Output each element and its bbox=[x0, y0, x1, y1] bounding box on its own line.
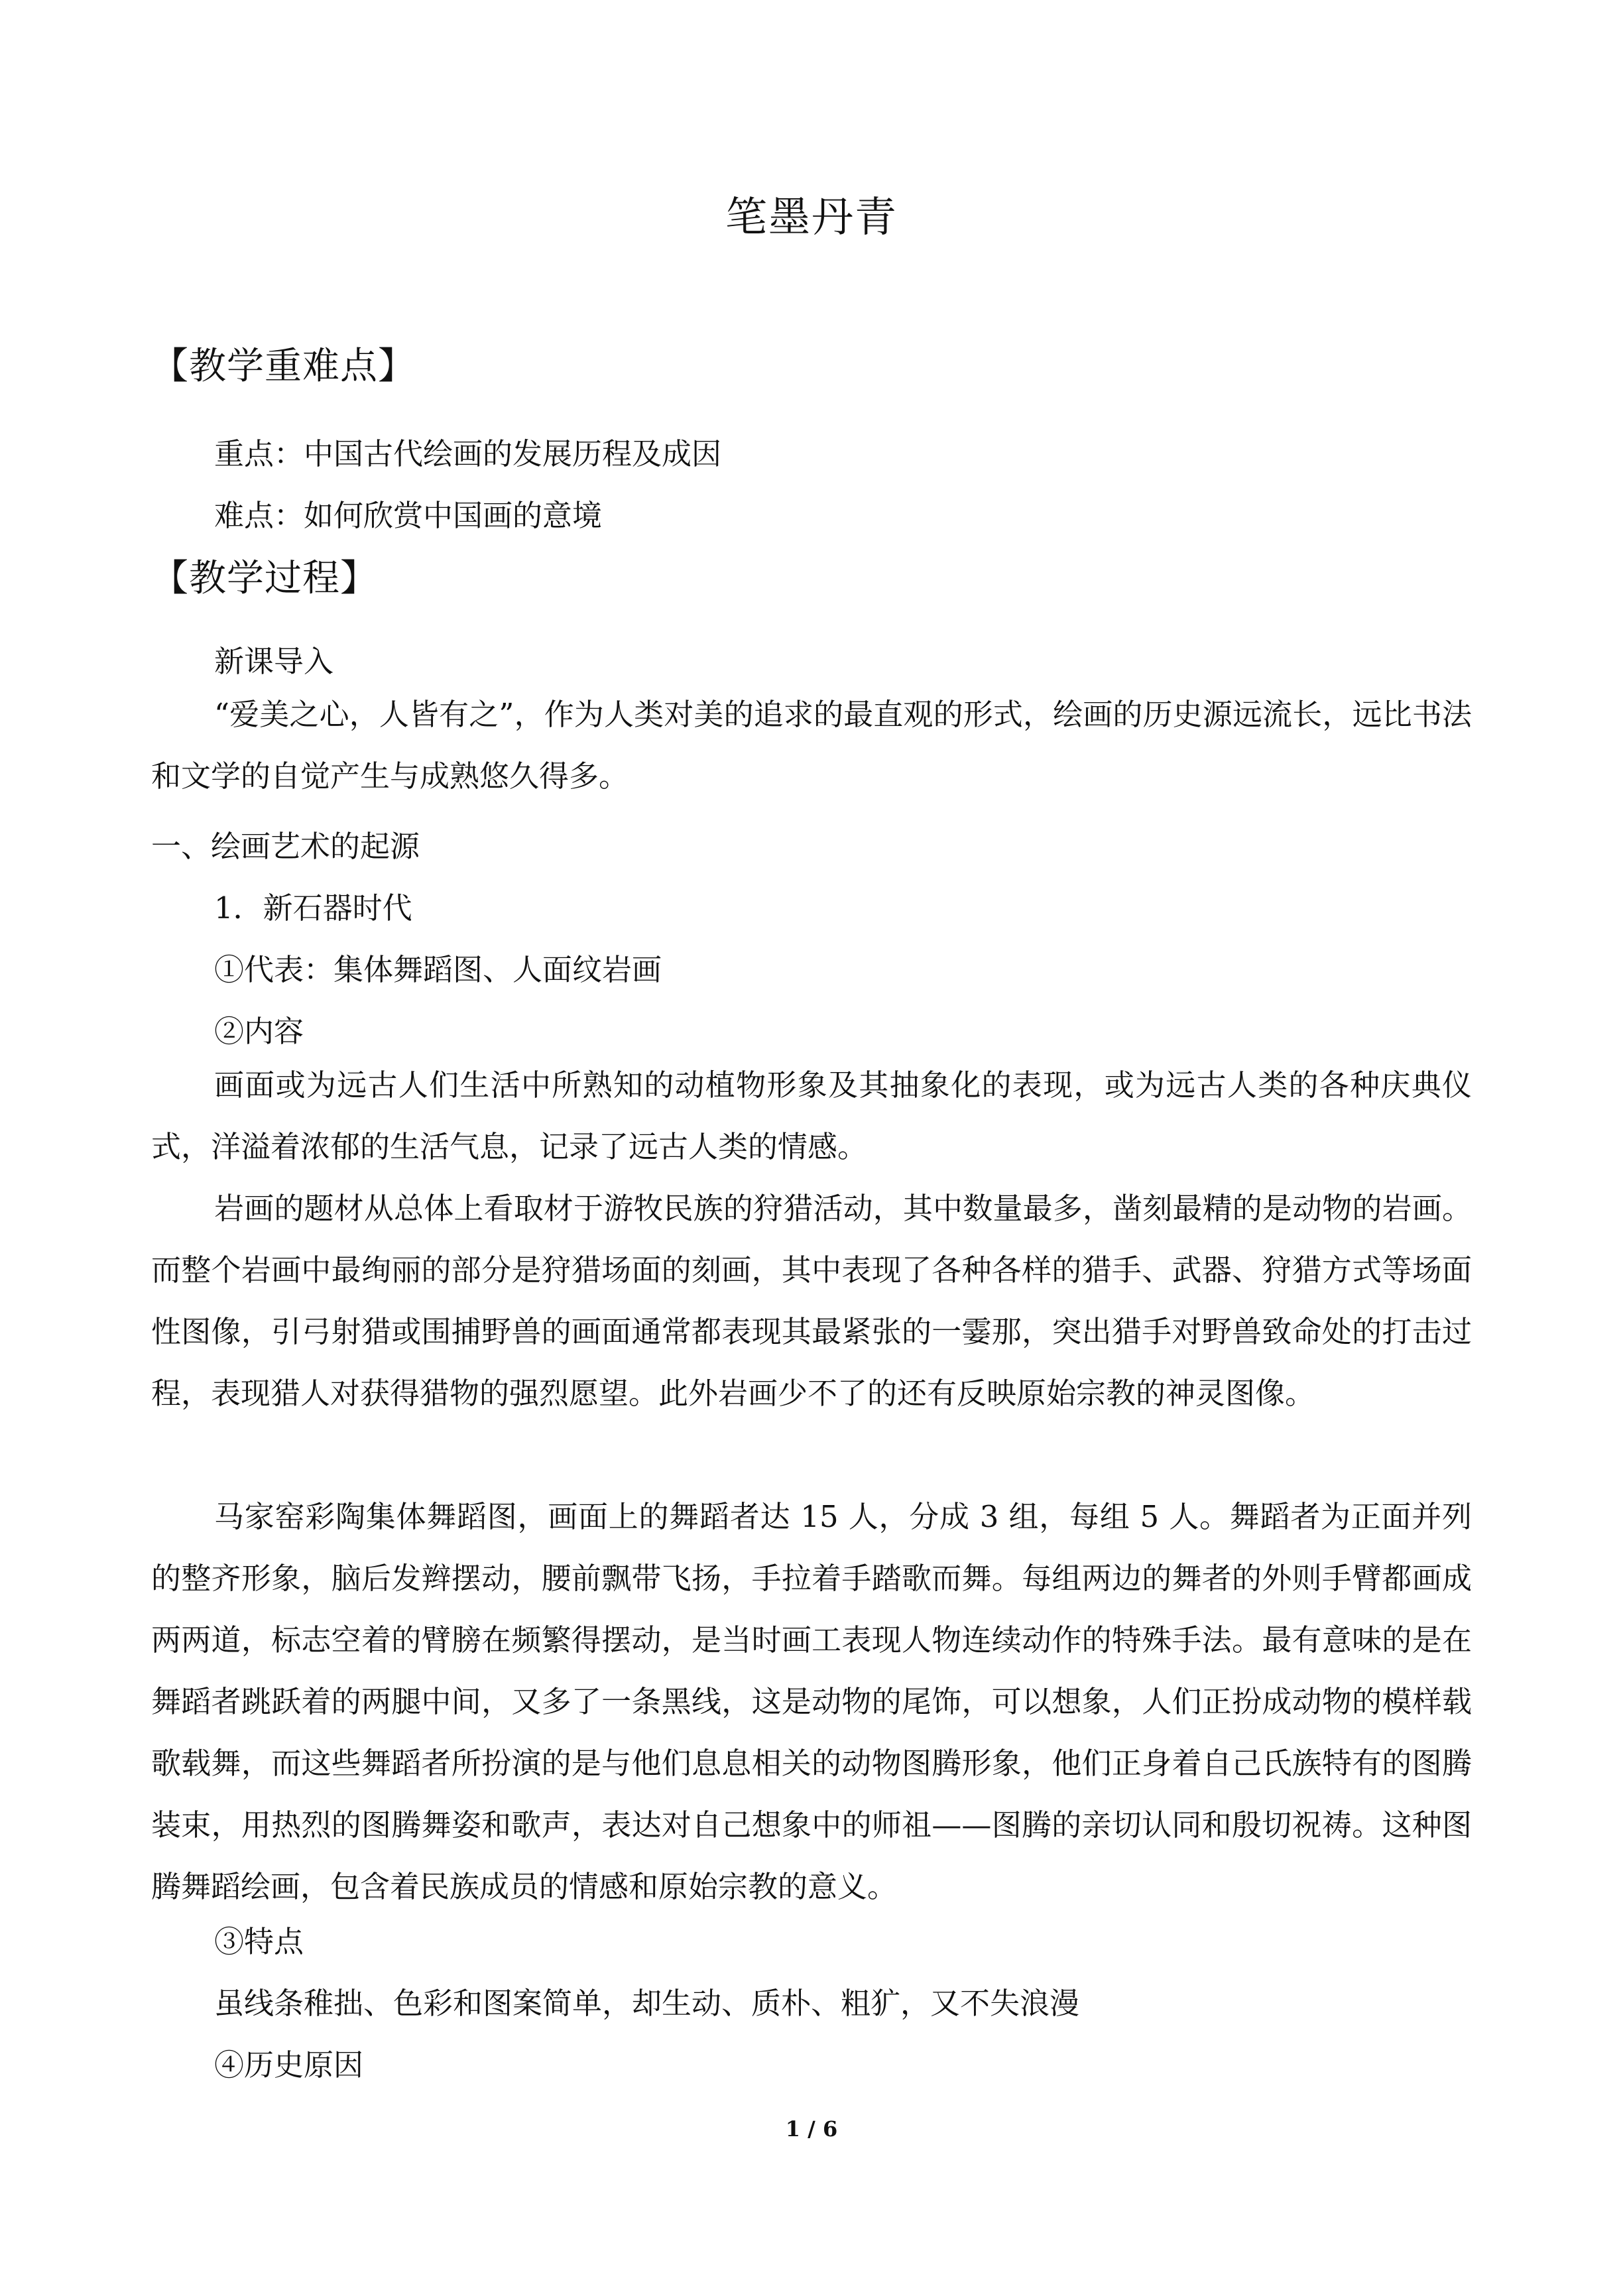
item-content-label: ②内容 bbox=[214, 1014, 304, 1049]
section-heading-process: 【教学过程】 bbox=[151, 557, 378, 600]
item-history-label: ④历史原因 bbox=[214, 2047, 364, 2083]
key-point-line: 重点：中国古代绘画的发展历程及成因 bbox=[214, 436, 722, 471]
item-representatives: ①代表：集体舞蹈图、人面纹岩画 bbox=[214, 952, 662, 987]
difficult-point-line: 难点：如何欣赏中国画的意境 bbox=[214, 498, 603, 533]
section-heading-key-points: 【教学重难点】 bbox=[151, 345, 416, 388]
item-features-label: ③特点 bbox=[214, 1924, 304, 1959]
intro-label: 新课导入 bbox=[214, 644, 334, 679]
item-features-text: 虽线条稚拙、色彩和图案简单，却生动、质朴、粗犷，又不失浪漫 bbox=[214, 1986, 1080, 2021]
page-number: 1 / 6 bbox=[785, 2116, 838, 2142]
paragraph-dance-pottery: 马家窑彩陶集体舞蹈图，画面上的舞蹈者达 15 人，分成 3 组，每组 5 人。舞蹈者为正面并列的整齐形象，脑后发辫摆动，腰前飘带飞扬，手拉着手踏歌而舞。每组两边的舞者的外则手臂都画成两两道，标志空着的臂膀在频繁得摆动，是当时画工表现人物连续动作的特殊手法。最有意味的是在舞蹈者跳跃着的两腿中间，又多了一条黑线，这是动物的尾饰，可以想象，人们正扮成动物的模样载歌载舞，而这些舞蹈者所扮演的是与他们息息相关的动物图腾形象，他们正身着自己氏族特有的图腾装束，用热烈的图腾舞姿和歌声，表达对自己想象中的师祖——图腾的亲切认同和殷切祝祷。这种图腾舞蹈绘画，包含着民族成员的情感和原始宗教的意义。 bbox=[151, 1499, 1472, 1904]
paragraph-rock-art: 岩画的题材从总体上看取材于游牧民族的狩猎活动，其中数量最多，凿刻最精的是动物的岩画。而整个岩画中最绚丽的部分是狩猎场面的刻画，其中表现了各种各样的猎手、武器、狩猎方式等场面性图像，引弓射猎或围捕野兽的画面通常都表现其最紧张的一霎那，突出猎手对野兽致命处的打击过程，表现猎人对获得猎物的强烈愿望。此外岩画少不了的还有反映原始宗教的神灵图像。 bbox=[151, 1191, 1472, 1411]
intro-paragraph: “爱美之心，人皆有之”，作为人类对美的追求的最直观的形式，绘画的历史源远流长，远比书法和文学的自觉产生与成熟悠久得多。 bbox=[151, 697, 1472, 794]
document-title: 笔墨丹青 bbox=[725, 193, 898, 241]
subsection-neolithic: 1．新石器时代 bbox=[214, 890, 412, 926]
part1-heading: 一、绘画艺术的起源 bbox=[151, 829, 420, 864]
paragraph-content: 画面或为远古人们生活中所熟知的动植物形象及其抽象化的表现，或为远古人类的各种庆典仪式，洋溢着浓郁的生活气息，记录了远古人类的情感。 bbox=[151, 1067, 1472, 1164]
